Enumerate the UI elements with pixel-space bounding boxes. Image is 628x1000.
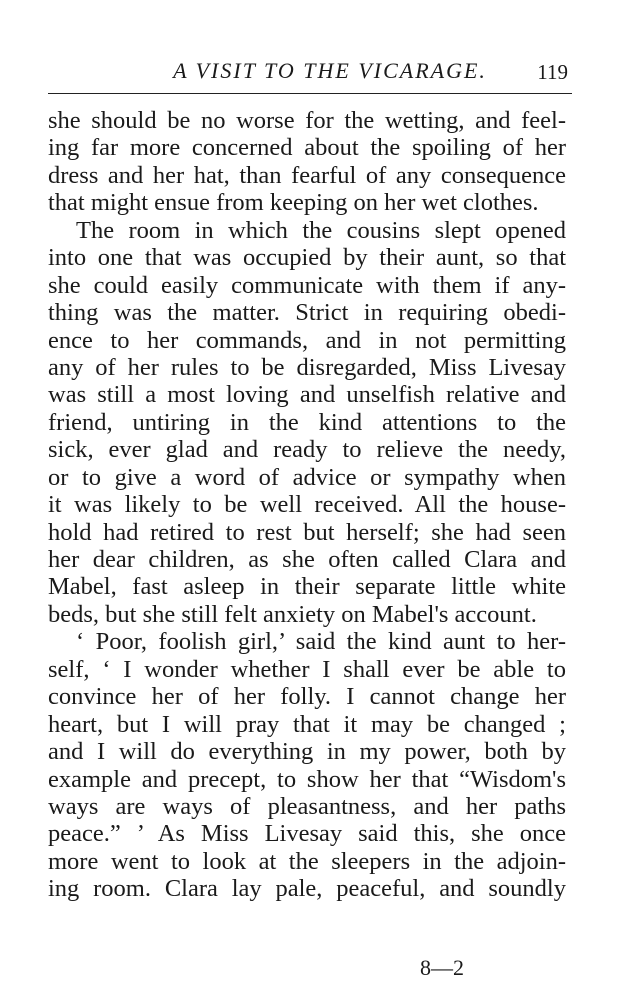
text-line: was still a most loving and unselfish relative and — [48, 381, 566, 409]
page-number: 119 — [537, 60, 568, 84]
text-line: self, ‘ I wonder whether I shall ever be able to — [48, 655, 566, 683]
printer-signature: 8—2 — [420, 955, 464, 980]
text-line: thing was the matter. Strict in requiring obedi- — [48, 299, 566, 327]
text-line: she should be no worse for the wetting, and feel- — [48, 107, 566, 134]
text-line: ways are ways of pleasantness, and her paths — [48, 792, 566, 820]
text-line: it was likely to be well received. All the house- — [48, 491, 566, 519]
text-line: hold had retired to rest but herself; she had seen — [48, 518, 566, 546]
text-line: or to give a word of advice or sympathy when — [48, 463, 566, 491]
text-line: her dear children, as she often called Clara and — [48, 546, 566, 573]
text-line: convince her of her folly. I cannot change her — [48, 683, 566, 711]
text-line: beds, but she still felt anxiety on Mabel's account. — [48, 600, 537, 628]
text-line: dress and her hat, than fearful of any consequence — [48, 161, 566, 189]
text-line: The room in which the cousins slept opened — [76, 216, 566, 244]
running-head — [48, 56, 572, 86]
running-title: A VISIT TO THE VICARAGE. — [173, 58, 487, 83]
text-line: friend, untiring in the kind attentions to the — [48, 408, 566, 436]
text-line: ing room. Clara lay pale, peaceful, and soundly — [48, 875, 566, 903]
text-line: she could easily communicate with them if any- — [48, 271, 566, 299]
text-line: that might ensue from keeping on her wet clothes. — [48, 189, 539, 217]
text-line: any of her rules to be disregarded, Miss Livesay — [48, 353, 566, 381]
text-line: ‘ Poor, foolish girl,’ said the kind aunt to her- — [76, 628, 566, 656]
text-line: heart, but I will pray that it may be changed ; — [48, 710, 566, 738]
text-line: example and precept, to show her that “Wisdom's — [48, 765, 566, 793]
text-line: sick, ever glad and ready to relieve the needy, — [48, 436, 566, 464]
header-rule — [48, 93, 572, 94]
text-line: Mabel, fast asleep in their separate little white — [48, 573, 566, 601]
text-line: ence to her commands, and in not permitting — [48, 326, 566, 354]
body-text — [48, 107, 566, 903]
text-line: peace.” ’ As Miss Livesay said this, she once — [48, 820, 566, 848]
text-line: more went to look at the sleepers in the adjoin- — [48, 847, 566, 875]
text-line: and I will do everything in my power, both by — [48, 738, 566, 766]
text-line: ing far more concerned about the spoiling of her — [48, 134, 566, 162]
text-line: into one that was occupied by their aunt, so that — [48, 244, 566, 272]
